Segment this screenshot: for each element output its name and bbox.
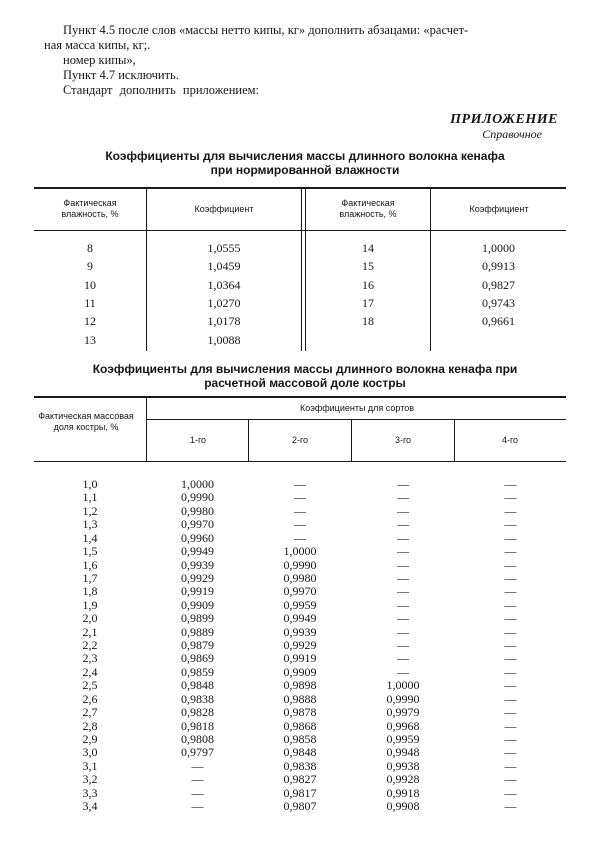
table2-cell-share: 2,1 <box>82 624 98 639</box>
table2-cell-g4: — <box>504 490 517 505</box>
table2-cell-g1: 0,9828 <box>181 705 214 720</box>
table2-cell-share: 1,4 <box>82 530 98 545</box>
table2-cell-share: 1,6 <box>82 557 98 572</box>
table2-cell-share: 2,3 <box>82 651 98 666</box>
table2-cell-g3: — <box>397 503 409 518</box>
table2-cell-g2: — <box>294 490 306 505</box>
table1-cell-m1: 8 <box>87 241 93 255</box>
table1-cell-c1: 1,0178 <box>207 314 241 329</box>
table2-cell-g4: — <box>504 785 517 800</box>
table2-cell-g4: — <box>504 530 517 545</box>
table2-col-divider-3 <box>351 420 352 462</box>
table2-cell-g2: 0,9838 <box>283 758 317 773</box>
table2-cell-g2: 0,9817 <box>283 785 317 800</box>
table2-cell-g2: 0,9807 <box>283 799 317 814</box>
table2-cell-g1: — <box>191 758 204 773</box>
table2-cell-g4: — <box>504 503 517 518</box>
table2-cell-share: 1,1 <box>82 490 98 505</box>
table2-cell-g2: — <box>294 517 306 532</box>
table1-header-coef-1: Коэффициент <box>194 204 254 214</box>
table2-cell-g1: 0,9929 <box>181 570 214 585</box>
table2-cell-share: 3,3 <box>82 785 98 800</box>
table2-cell-g3: 0,9908 <box>386 799 420 814</box>
intro-line-1: Пункт 4.5 после слов «массы нетто кипы, кг» дополнить абзацами: «расчет- <box>63 23 469 37</box>
table2-header-grade-1: 1-го <box>189 435 207 445</box>
table2-cell-g2: 0,9909 <box>283 664 317 679</box>
table2-cell-g2: 0,9980 <box>283 570 317 585</box>
table2-cell-g2: 1,0000 <box>283 544 317 559</box>
table2-cell-g3: — <box>397 570 409 585</box>
table2-cell-g3: 1,0000 <box>386 678 420 693</box>
table2-cell-g3: — <box>397 651 409 666</box>
table2-cell-g4: — <box>504 799 517 814</box>
table2-cell-g3: — <box>397 664 409 679</box>
table2-cell-g2: 0,9878 <box>283 705 317 720</box>
table2-cell-share: 3,0 <box>82 745 98 760</box>
table2-cell-g4: — <box>504 557 517 572</box>
table1-cell-m1: 10 <box>84 277 96 292</box>
table2-title-line2: расчетной массовой доле костры <box>204 376 406 390</box>
table2-cell-g2: 0,9888 <box>283 691 317 706</box>
table2-cell-g3: — <box>397 611 409 626</box>
table2-cell-g4: — <box>504 544 517 559</box>
table2-cell-g3: — <box>397 584 409 599</box>
table2-cell-share: 2,8 <box>82 718 98 733</box>
table2-header-group: Коэффициенты для сортов <box>299 403 415 413</box>
table2-title-line1: Коэффициенты для вычисления массы длинного волокна кенафа при <box>92 362 518 376</box>
table2-cell-share: 2,9 <box>82 731 98 746</box>
table2-col-divider-4 <box>454 420 455 462</box>
table1-cell-c1: 1,0270 <box>207 295 241 310</box>
intro-line-5: Стандарт дополнить приложением: <box>63 83 260 97</box>
table2-cell-g4: — <box>504 718 517 733</box>
table2-cell-share: 2,4 <box>82 664 98 679</box>
intro-line-2: ная масса кипы, кг;. <box>44 38 151 52</box>
table2-cell-g1: 0,9808 <box>181 731 214 746</box>
table2-cell-g1: 0,9838 <box>181 691 214 706</box>
table2-cell-g2: — <box>294 530 306 545</box>
table2-cell-g2: 0,9827 <box>283 772 317 787</box>
table2-cell-g2: 0,9929 <box>283 638 317 653</box>
table2-cell-g3: — <box>397 544 409 559</box>
table2-header-share: Фактическая массовая доля костры, % <box>38 411 134 432</box>
appendix-title: ПРИЛОЖЕНИЕ <box>450 112 558 127</box>
table2-cell-g1: 0,9919 <box>181 584 214 599</box>
table2-cell-g1: 0,9949 <box>181 544 214 559</box>
table2-cell-g2: — <box>294 477 306 491</box>
table2-col-divider-2 <box>248 420 249 462</box>
table2-cell-g1: — <box>191 785 204 800</box>
table1-cell-c2: 0,9661 <box>482 314 515 329</box>
appendix-subtitle: Справочное <box>482 127 542 141</box>
table1-cell-c2: 0,9913 <box>482 259 515 274</box>
table2-cell-g4: — <box>504 772 517 787</box>
table2-cell-g1: — <box>191 799 204 814</box>
table2-cell-share: 1,0 <box>82 477 98 491</box>
table2-cell-g3: 0,9990 <box>386 691 420 706</box>
table2-cell-g3: 0,9979 <box>386 705 420 720</box>
table2-cell-g3: — <box>397 597 409 612</box>
table2-cell-g4: — <box>504 758 517 773</box>
table1-header-moisture-1: Фактическая влажность, % <box>61 198 119 219</box>
table1-cell-c1: 1,0555 <box>207 241 241 255</box>
table1-cell-c1: 1,0088 <box>207 332 241 347</box>
table2-top-rule <box>34 396 566 398</box>
table2-cell-g1: 0,9818 <box>181 718 214 733</box>
table1-cell-m2: 18 <box>362 314 374 329</box>
table2-cell-share: 2,2 <box>82 638 98 653</box>
table1-cell-m1: 12 <box>84 314 96 329</box>
table2-group-rule <box>146 419 566 420</box>
table1-cell-m1: 11 <box>84 295 96 310</box>
table2-cell-g1: 0,9980 <box>181 503 214 518</box>
table2-cell-g3: — <box>397 624 409 639</box>
table2-cell-g2: 0,9990 <box>283 557 317 572</box>
table2-cell-share: 1,5 <box>82 544 98 559</box>
table1-col-divider-2a <box>301 188 302 351</box>
table2-cell-g2: 0,9898 <box>283 678 317 693</box>
table2-cell-g4: — <box>504 624 517 639</box>
table2-cell-g3: 0,9948 <box>386 745 420 760</box>
table2-header-grade-3: 3-го <box>394 435 412 445</box>
table1-cell-m1: 9 <box>87 259 93 274</box>
table1-top-rule <box>34 187 566 189</box>
table2-cell-g4: — <box>504 664 517 679</box>
table2-cell-share: 1,9 <box>82 597 98 612</box>
table2-cell-share: 2,0 <box>82 611 98 626</box>
table2-cell-g1: 0,9909 <box>181 597 214 612</box>
table2-cell-g4: — <box>504 638 517 653</box>
table2-cell-g4: — <box>504 570 517 585</box>
table2-cell-g3: 0,9968 <box>386 718 420 733</box>
table2-cell-share: 3,1 <box>82 758 98 773</box>
table2-cell-g3: 0,9918 <box>386 785 420 800</box>
table2-cell-share: 1,2 <box>82 503 98 518</box>
table2-cell-g4: — <box>504 678 517 693</box>
table2-cell-g3: — <box>397 477 409 491</box>
table2-cell-share: 1,7 <box>82 570 98 585</box>
table2-cell-g2: 0,9959 <box>283 597 317 612</box>
table2-cell-g2: 0,9970 <box>283 584 317 599</box>
intro-line-4: Пункт 4.7 исключить. <box>63 68 179 82</box>
table2-cell-g4: — <box>504 477 517 491</box>
table2-cell-g1: 0,9889 <box>181 624 214 639</box>
table2-cell-g3: — <box>397 530 409 545</box>
table1-cell-m2: 16 <box>362 277 374 292</box>
table2-cell-g1: 0,9899 <box>181 611 214 626</box>
table2-cell-g1: 0,9939 <box>181 557 214 572</box>
table2-cell-g2: 0,9848 <box>283 745 317 760</box>
table2-cell-g1: — <box>191 772 204 787</box>
table2-cell-g4: — <box>504 517 517 532</box>
table2-cell-g2: 0,9858 <box>283 731 317 746</box>
table1-header-moisture-2: Фактическая влажность, % <box>339 198 397 219</box>
table2-header-grade-2: 2-го <box>291 435 309 445</box>
table1-cell-c2: 0,9827 <box>482 277 515 292</box>
table2-cell-g4: — <box>504 745 517 760</box>
intro-line-3: номер кипы», <box>63 53 136 67</box>
table1-title-line1: Коэффициенты для вычисления массы длинного волокна кенафа <box>105 149 505 163</box>
table1-cell-c1: 1,0364 <box>207 277 241 292</box>
table2-cell-g1: 0,9970 <box>181 517 214 532</box>
table1-cell-m2: 17 <box>362 295 374 310</box>
table2-cell-g4: — <box>504 611 517 626</box>
table2-cell-g1: 0,9990 <box>181 490 214 505</box>
table2-cell-share: 2,5 <box>82 678 98 693</box>
table1-cell-m1: 13 <box>84 332 96 347</box>
table2-cell-g2: 0,9949 <box>283 611 317 626</box>
table1-cell-c1: 1,0459 <box>207 259 241 274</box>
table2-cell-g3: — <box>397 638 409 653</box>
table2-cell-share: 1,8 <box>82 584 98 599</box>
table2-cell-g4: — <box>504 731 517 746</box>
table1-cell-c2: 0,9743 <box>482 295 515 310</box>
table2-cell-g2: — <box>294 503 306 518</box>
table2-cell-g2: 0,9919 <box>283 651 317 666</box>
table2-cell-g3: 0,9959 <box>386 731 420 746</box>
table2-cell-g3: — <box>397 517 409 532</box>
table1-cell-m2: 15 <box>362 259 374 274</box>
table2-col-divider-1 <box>146 397 147 462</box>
table1-header-rule <box>34 230 566 231</box>
table1-header-coef-2: Коэффициент <box>469 204 529 214</box>
table2-cell-g4: — <box>504 584 517 599</box>
table2-cell-g3: 0,9928 <box>386 772 420 787</box>
table1-title-line2: при нормированной влажности <box>210 163 400 177</box>
table2-cell-share: 1,3 <box>82 517 98 532</box>
table2-cell-g3: — <box>397 490 409 505</box>
table2-cell-g1: 0,9960 <box>181 530 214 545</box>
table2-cell-share: 3,4 <box>82 799 98 814</box>
table2-cell-g3: 0,9938 <box>386 758 420 773</box>
table2-cell-share: 2,7 <box>82 705 98 720</box>
table2-cell-g1: 0,9848 <box>181 678 214 693</box>
table2-cell-g4: — <box>504 597 517 612</box>
table2-cell-g1: 0,9859 <box>181 664 214 679</box>
table1-cell-c2: 1,0000 <box>482 241 515 255</box>
table2-header-rule <box>34 461 566 462</box>
table2-cell-g3: — <box>397 557 409 572</box>
table2-header-grade-4: 4-го <box>501 435 519 445</box>
table2-cell-g1: 0,9869 <box>181 651 214 666</box>
table2-cell-g4: — <box>504 691 517 706</box>
table1-cell-m2: 14 <box>362 241 374 255</box>
table2-cell-g1: 1,0000 <box>181 477 214 491</box>
table2-cell-share: 2,6 <box>82 691 98 706</box>
table2-cell-g1: 0,9879 <box>181 638 214 653</box>
table2-cell-g4: — <box>504 651 517 666</box>
table2-cell-g2: 0,9939 <box>283 624 317 639</box>
table2-cell-g4: — <box>504 705 517 720</box>
table2-cell-g2: 0,9868 <box>283 718 317 733</box>
table2-cell-share: 3,2 <box>82 772 98 787</box>
table2-cell-g1: 0,9797 <box>181 745 214 760</box>
